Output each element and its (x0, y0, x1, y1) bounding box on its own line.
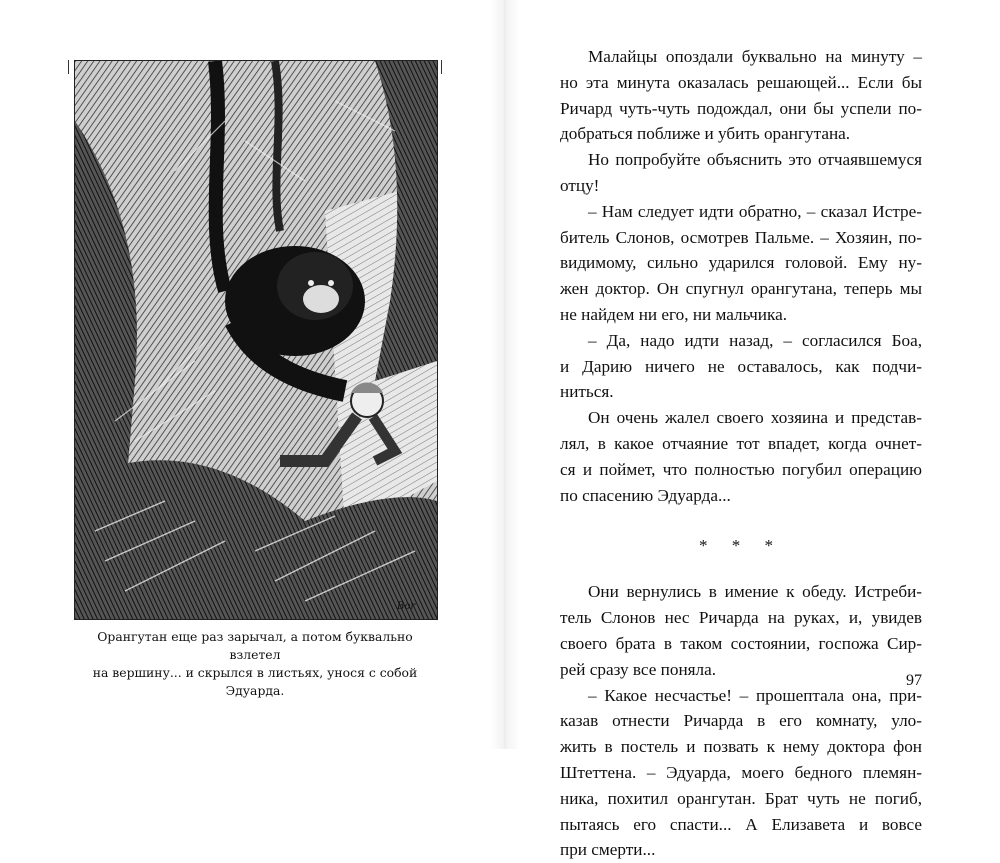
text-line: при смерти... (560, 840, 656, 860)
text-line: – Да, надо идти назад, – согласился Боа, (588, 330, 922, 350)
illustration-caption (74, 628, 436, 700)
caption-line: на вершину... и скрылся в листьях, унося с собой Эдуарда. (92, 665, 418, 698)
text-line: и Дарию ничего не оставалось, как подчи- (560, 356, 922, 376)
text-line: – Какое несчастье! – прошептала она, при- (588, 685, 922, 705)
text-line: Они вернулись в имение к обеду. Истреби- (588, 582, 922, 602)
text-line: лял, в какое отчаяние тот впадет, когда очнет- (560, 433, 922, 453)
text-line: своего брата в таком состоянии, госпожа Сир- (560, 633, 922, 653)
text-line: но эта минута оказалась решающей... Если бы (560, 72, 922, 92)
text-line: ниться. (560, 382, 614, 402)
text-line: битель Слонов, осмотрев Пальме. – Хозяин, по- (560, 227, 922, 247)
text-line: Он очень жалел своего хозяина и представ- (588, 408, 922, 428)
text-line: отцу! (560, 175, 600, 195)
page-number: 97 (906, 672, 922, 689)
text-line: Штеттена. – Эдуарда, моего бедного племян- (560, 762, 922, 782)
text-line: жить в постель и позвать к нему доктора фон (560, 737, 922, 757)
text-line: видимому, сильно ударился головой. Ему ну- (560, 253, 922, 273)
text-line: Малайцы опоздали буквально на минуту – (588, 47, 922, 66)
text-line: тель Слонов нес Ричарда на руках, и, увидев (560, 608, 922, 628)
text-line: Но попробуйте объяснить это отчаявшемуся (588, 150, 922, 170)
text-line: рей сразу все поняла. (560, 659, 717, 679)
caption-line: Орангутан еще раз зарычал, а потом буквально взлетел (97, 629, 413, 662)
jungle-orangutan-illustration (74, 60, 438, 620)
text-line: пытаясь его спасти... А Елизавета и вовсе (560, 814, 922, 834)
text-line: по спасению Эдуарда... (560, 485, 731, 505)
crop-mark (68, 60, 69, 74)
text-line: жен доктор. Он спугнул орангутана, теперь мы (560, 279, 922, 299)
illustrator-signature: Bor (397, 601, 416, 612)
text-line: не найдем ни его, ни мальчика. (560, 304, 788, 324)
right-page-text (560, 44, 922, 863)
book-gutter (490, 0, 520, 749)
text-line: казав отнести Ричарда в его комнату, уло- (560, 711, 922, 731)
section-break-asterisms: * * * (699, 536, 783, 556)
crop-mark (441, 60, 442, 74)
text-line: добраться поближе и убить орангутана. (560, 124, 851, 144)
text-line: ника, похитил орангутан. Брат чуть не погиб, (560, 788, 922, 808)
text-line: ся и поймет, что полностью погубил операцию (560, 459, 922, 479)
text-line: Ричард чуть-чуть подождал, они бы успели по- (560, 98, 922, 118)
text-line: – Нам следует идти обратно, – сказал Истре- (588, 201, 922, 221)
